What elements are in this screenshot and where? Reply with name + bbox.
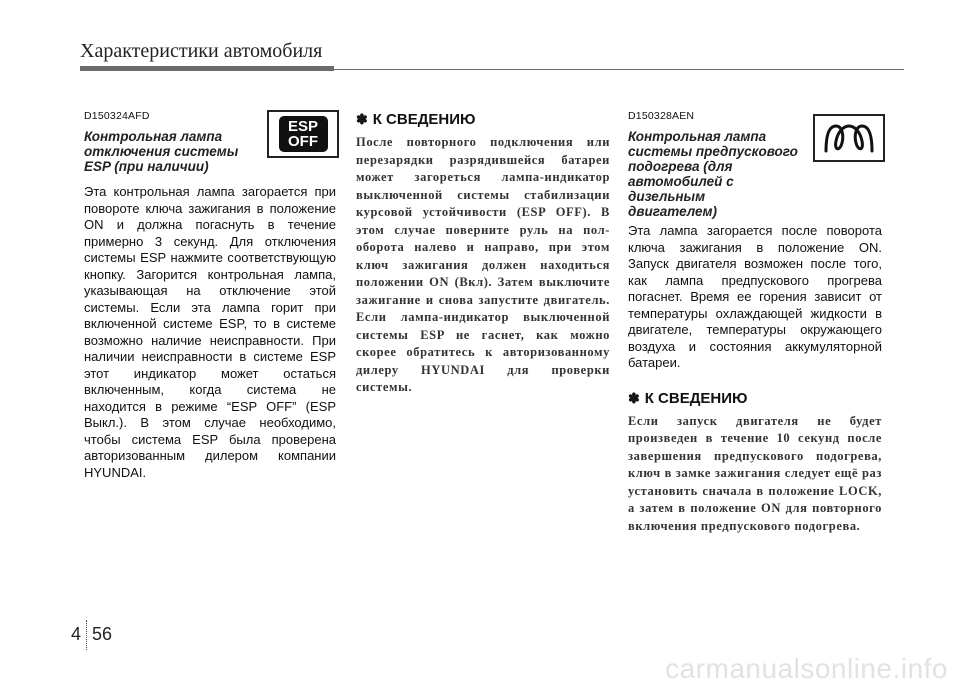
section-code: D150324AFD <box>84 110 150 122</box>
section-title-line: автомобилей с дизельным <box>628 174 734 204</box>
glow-plug-coil-icon <box>820 121 878 155</box>
section-body: Эта контрольная лампа загорается при повороте ключа зажигания в положение ON и должна погаснуть в течение примерно 3 секунд. Для отключения системы ESP нажмите соответствующую кнопку. Загорится контрольная лампа, указывающая на отключение этой системы. Если эта лампа горит при включенной системе ESP, то в системе возможно наличие неисправности. При наличии неисправности в системе ESP этот индикатор может остаться включенным, когда система не находится в режиме “ESP OFF” (ESP Выкл.). В этом случае необходимо, чтобы система ESP была проверена авторизованным дилером компании HYUNDAI. <box>84 184 336 480</box>
section-title-line: Контрольная лампа <box>84 129 223 144</box>
watermark: carmanualsonline.info <box>665 653 948 684</box>
page-number: 56 <box>92 624 113 644</box>
page-header-title: Характеристики автомобиля <box>80 40 323 62</box>
note-star-icon: ✽ <box>628 389 640 406</box>
section-title-line: ESP (при наличии) <box>84 159 209 174</box>
right-column <box>628 110 882 535</box>
section-title-line: отключения системы <box>84 144 239 159</box>
note-body: После повторного подключения или перезарядки разрядившейся батареи может загореться лампа-индикатор выключенной системы стабилизации курсовой устойчивости (ESP OFF). В этом случае поверните руль на пол-оборота налево и направо, при этом ключ зажигания должен находиться положении ON (Вкл). Затем выключите зажигание и снова запустите двигатель. Если лампа-индикатор выключенной системы ESP не гаснет, как можно скорее обратитесь к авторизованному дилеру HYUNDAI для проверки системы. <box>356 135 610 394</box>
esp-off-icon <box>267 110 339 158</box>
glow-plug-icon <box>813 114 885 162</box>
note-heading-text: К СВЕДЕНИЮ <box>644 389 748 407</box>
note-heading <box>356 111 610 128</box>
section-code: D150328AEN <box>628 110 695 122</box>
header-rule-thin <box>334 69 904 70</box>
chapter-number: 4 <box>71 624 82 644</box>
section-body: Эта лампа загорается после поворота ключа зажигания в положение ON. Запуск двигателя возможен после того, как лампа предпускового прогрева погаснет. Время ее горения зависит от температуры охлаждающей жидкости в двигателе, температуры окружающего воздуха и состояния аккумуляторной батареи. <box>628 223 882 370</box>
middle-column <box>356 111 610 397</box>
section-title <box>84 129 260 174</box>
header-rule-thick <box>80 66 334 71</box>
section-title-line: Контрольная лампа <box>628 129 767 144</box>
esp-label: ESP <box>287 118 318 135</box>
section-title-line: двигателем) <box>628 204 717 219</box>
note-heading <box>628 390 882 407</box>
off-label: OFF <box>288 133 318 150</box>
section-title <box>628 129 808 219</box>
section-title-line: системы предпускового <box>628 144 798 159</box>
footer-separator <box>86 620 87 650</box>
left-column <box>84 110 336 481</box>
note-star-icon: ✽ <box>356 111 368 127</box>
note-heading-text: К СВЕДЕНИЮ <box>372 111 476 128</box>
esp-off-badge <box>279 116 328 152</box>
section-title-line: подогрева (для <box>628 159 733 174</box>
note-body: Если запуск двигателя не будет произведен в течение 10 секунд после завершения предпускового подогрева, ключ в замке зажигания следует ещё раз установить сначала в положение LOCK, а затем в положение ON для повторного включения предпускового подогрева. <box>628 413 882 533</box>
